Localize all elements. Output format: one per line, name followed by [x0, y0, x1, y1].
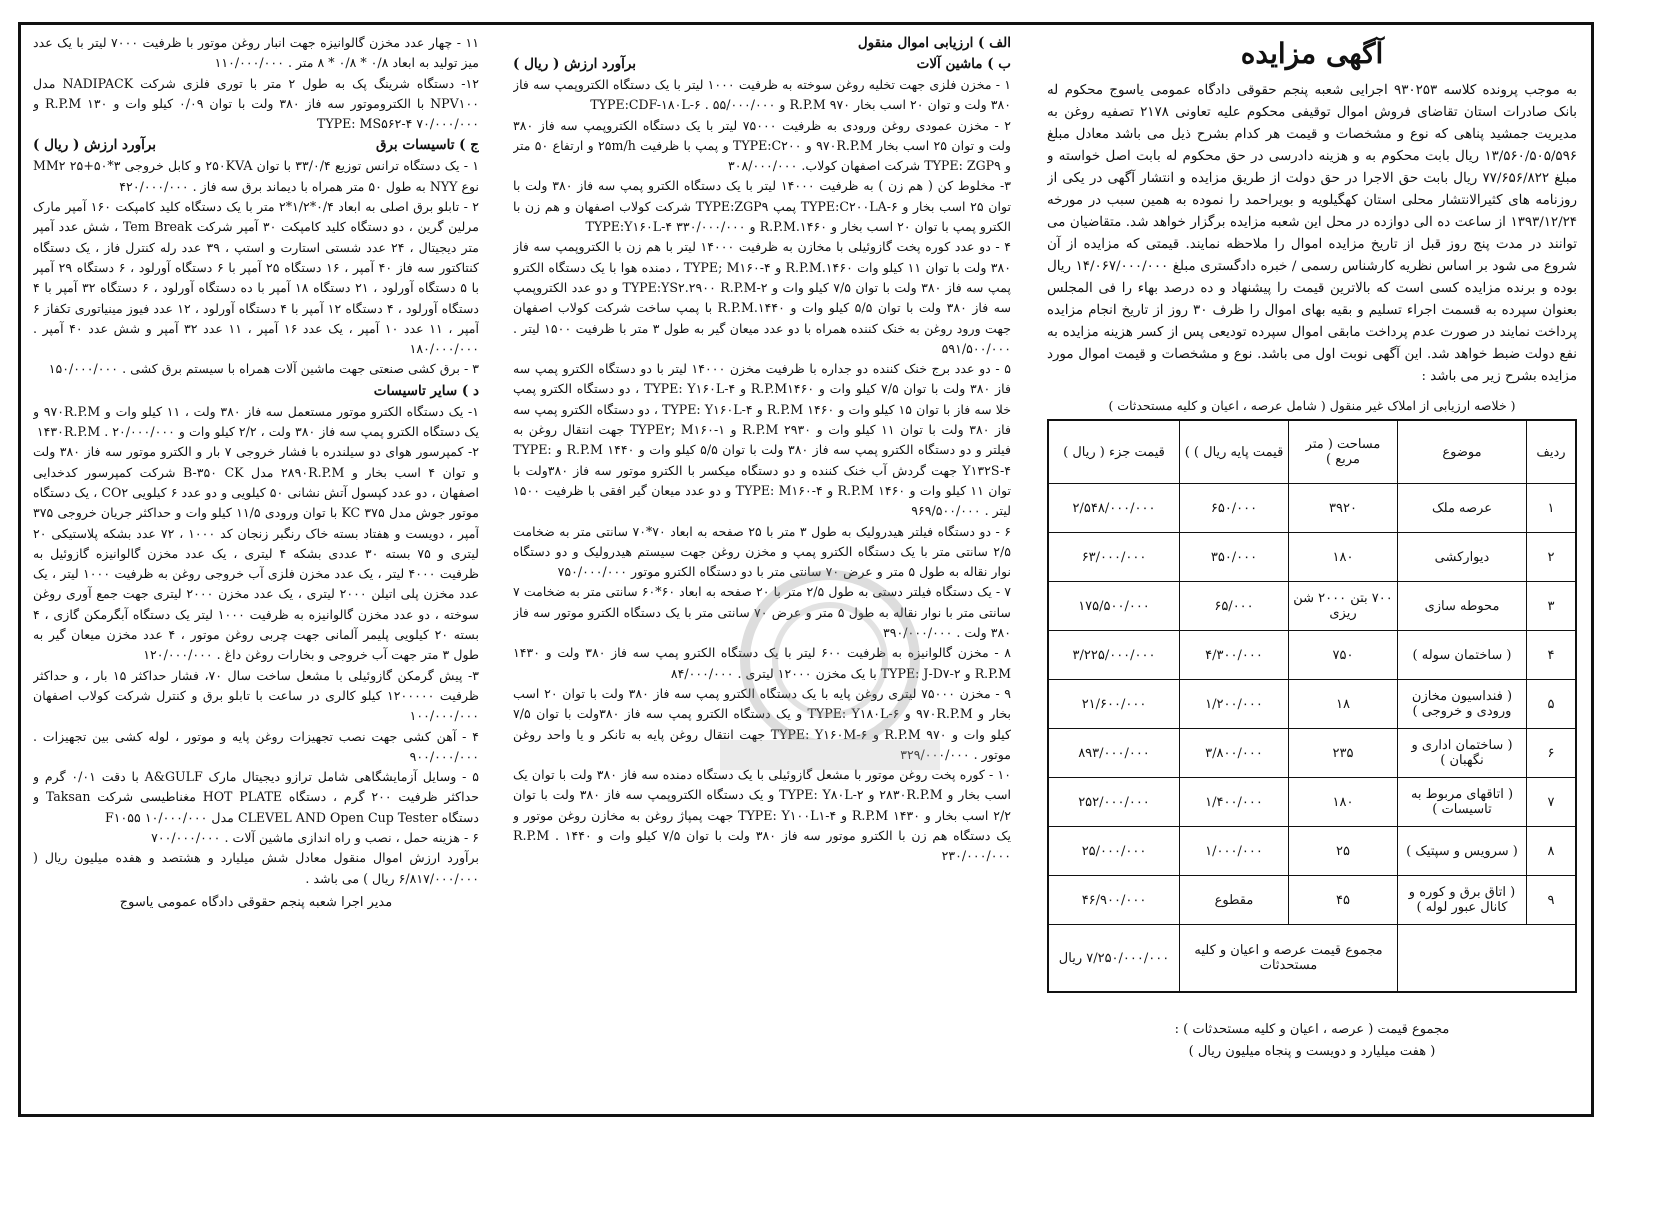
table-total-value: ۷/۲۵۰/۰۰۰/۰۰۰ ریال — [1048, 925, 1180, 993]
row-number-cell: ۲ — [1527, 533, 1577, 582]
subject-cell: ( اتاق برق و کوره و کانال عبور لوله ) — [1398, 876, 1527, 925]
total-summary — [1047, 1019, 1577, 1063]
machinery-item: ۶ - دو دستگاه فیلتر هیدرولیک به طول ۳ متر با ۲۵ صفحه به ابعاد ۷۰*۷۰ سانتی متر به ضخامت ۲/۵ سانتی متر با یک دستگاه الکترو پمپ و مخزن روغن جهت سیستم هیدرولیک و دو دستگاه نوار نقاله به طول ۵ متر و عرض ۷۰ سانتی متر با دو دستگاه الکترو موتور ۷۵۰/۰۰۰/۰۰۰ — [513, 523, 1011, 580]
row-number-cell: ۴ — [1527, 631, 1577, 680]
section-machinery-heading — [513, 54, 1011, 75]
col-header-subject: موضوع — [1398, 420, 1527, 484]
total-line-1: مجموع قیمت ( عرصه ، اعیان و کلیه مستحدثات ) : — [1174, 1022, 1450, 1037]
other-installation-item: ۱- یک دستگاه الکترو موتور مستعمل سه فاز ۳۸۰ ولت ، ۱۱ کیلو وات و ۹۷۰R.P.M و یک دستگاه الکترو پمپ سه فاز ۳۸۰ ولت ، ۲/۲ کیلو وات و ۱۴۳۰R.P.M . ۲۰/۰۰۰/۰۰۰ — [33, 403, 479, 440]
base-price-cell: ۱/۲۰۰/۰۰۰ — [1180, 680, 1289, 729]
item-price-cell: ۲۵/۰۰۰/۰۰۰ — [1048, 827, 1180, 876]
notice-intro: به موجب پرونده کلاسه ۹۳۰۲۵۳ اجرایی شعبه پنجم حقوقی دادگاه عمومی یاسوج محکوم له بانک صادرات استان تقاضای فروش اموال توقیفی محکوم علیه تعاونی ۲۱۷۸ تصفیه روغن به مدیریت جمشید پناهی که نوع و مشخصات و قیمت هر کدام بشرح ذیل می باشد معادل مبلغ ۱۳/۵۶۰/۵۰۵/۵۹۶ ریال بابت محکوم به و هزینه دادرسی در حق محکوم له بابت اصل خواسته و مبلغ ۷۷/۶۵۶/۸۲۲ ریال بابت حق الاجرا در حق دولت از طریق مزایده و انتشار آگهی در یکی از روزنامه های کثیرالانتشار محلی استان کهگیلویه و بویراحمد را نموده به همین سبب در مورخه ۱۳۹۳/۱۲/۲۴ از ساعت ده الی دوازده در محل این شعبه مزایده برگزار خواهد شد. متقاضیان می توانند در مدت پنج روز قبل از تاریخ مزایده اموال را ملاحظه نمایند. قیمتی که مزایده از آن شروع می شود بر اساس نظریه کارشناس رسمی / خبره دادگستری مبلغ ۱۴/۰۶۷/۰۰۰/۰۰۰ ریال بوده و برنده مزایده کسی است که بالاترین قیمت را پیشنهاد و ده درصد بهاء را فی المجلس بعنوان سپرده به قسمت اجراء تسلیم و بقیه بهای اموال را ظرف ۳۰ روز از تاریخ انجام مزایده پرداخت نمایند در صورت عدم پرداخت مابقی اموال سپرده تودیعی پس از کسر هزینه مزایده به نفع دولت ضبط خواهد شد. این آگهی نوبت اول می باشد. نوع و مشخصات و قیمت اموال مورد مزایده بشرح زیر می باشد : — [1047, 83, 1577, 384]
other-installation-item: ۲- کمپرسور هوای دو سیلندره با فشار خروجی ۷ بار و الکترو موتور سه فاز ۳۸۰ ولت و توان ۴ اسب بخار و ۲۸۹۰R.P.M مدل B-۳۵۰ CK شرکت کمپرسور کدخدایی اصفهان ، دو عدد کپسول آتش نشانی ۵۰ کیلویی و دو عدد ۶ کیلویی CO۲ ، یک دستگاه موتور جوش مدل ۳۷۵ KC با توان ورودی ۱۱/۵ کیلو وات و حداکثر جریان خروجی ۳۷۵ آمپر ، دویست و هفتاد بسته خاک رنگبر زنجان کد ۱۰۰۰ ، ۷۲ عدد بشکه پلاستیکی ۲۰ لیتری و ۷۵ بسته ۳۰ عددی بشکه ۴ لیتری ، یک عدد مخزن گالوانیزه گازوئیل به ظرفیت ۴۰۰۰ لیتر ، یک عدد مخزن فلزی آب خروجی روغن به ظرفیت ۱۰۰۰ لیتر ، یک عدد مخزن پلی اتیلن ۲۰۰۰ لیتری ، یک عدد مخزن ۲۰۰۰ لیتری جهت جمع آوری روغن سوخته ، دو عدد مخزن گالوانیزه به ظرفیت ۱۰۰۰ لیتر یک دستگاه آبگرمکن گازی ، ۴ بسته ۲۰ کیلویی پلیمر آلمانی جهت چربی روغن موتور ، ۴ عدد مخزن میعان گیر به طول ۳ متر جهت آب خروجی و بخارات روغن داغ . ۱۲۰/۰۰۰/۰۰۰ — [33, 444, 479, 663]
other-installations-list — [33, 402, 479, 889]
area-cell: ۴۵ — [1289, 876, 1398, 925]
signature-line: مدیر اجرا شعبه پنجم حقوقی دادگاه عمومی یاسوج — [119, 894, 393, 910]
property-table — [1047, 419, 1577, 993]
other-installation-item: برآورد ارزش اموال منقول معادل شش میلیارد و هشتصد و هفده میلیون ریال ( ۶/۸۱۷/۰۰۰/۰۰۰ ریال ) می باشد . — [33, 850, 479, 886]
subject-cell: ( اتاقهای مربوط به تاسیسات ) — [1398, 778, 1527, 827]
base-price-cell: ۳/۸۰۰/۰۰۰ — [1180, 729, 1289, 778]
subject-cell: ( ساختمان سوله ) — [1398, 631, 1527, 680]
item-price-cell: ۱۷۵/۵۰۰/۰۰۰ — [1048, 582, 1180, 631]
notice-column-right — [1047, 33, 1577, 1106]
subject-cell: محوطه سازی — [1398, 582, 1527, 631]
machinery-list — [513, 75, 1011, 867]
base-price-cell: ۱/۰۰۰/۰۰۰ — [1180, 827, 1289, 876]
area-cell: ۲۳۵ — [1289, 729, 1398, 778]
area-cell: ۱۸۰ — [1289, 533, 1398, 582]
row-number-cell: ۹ — [1527, 876, 1577, 925]
table-row — [1048, 729, 1576, 778]
machinery-item: ۱۰ - کوره پخت روغن موتور با مشعل گازوئیلی با یک دستگاه دمنده سه فاز ۳۸۰ ولت با توان یک اسب بخار و ۲۸۳۰R.P.M و TYPE: Y۸۰L-۲ و یک دستگاه الکتروپمپ سه فاز ۳۸۰ ولت با توان ۲/۲ اسب بخار و ۱۴۳۰ R.P.M و TYPE: Y۱۰۰L۱-۴ جهت پمپاژ روغن به مخازن روغن موتور و یک دستگاه هم زن با الکترو موتور سه فاز ۳۸۰ ولت با توان ۷/۵ کیلو وات و ۱۴۴۰ R.P.M . ۲۳۰/۰۰۰/۰۰۰ — [513, 767, 1011, 864]
section-electrical-heading — [33, 134, 479, 156]
electrical-value-heading: برآورد ارزش ( ریال ) — [33, 137, 157, 154]
machinery-item: ۹ - مخزن ۷۵۰۰۰ لیتری روغن پایه با یک دستگاه الکترو پمپ سه فاز ۳۸۰ ولت با توان ۲۰ اسب بخار و ۹۷۰R.P.M و TYPE: Y۱۸۰L-۶ و یک دستگاه الکترو پمپ سه فاز ۳۸۰ولت با توان ۷/۵ کیلو وات و ۹۷۰ R.P.M و TYPE: Y۱۶۰M-۶ جهت انتقال روغن پایه به تانکر و یا واحد روغن موتور . ۳۲۹/۰۰۰/۰۰۰ — [513, 685, 1011, 762]
notice-title: آگهی مزایده — [1240, 37, 1384, 70]
other-installation-item: ۴ - آهن کشی جهت نصب تجهیزات روغن پایه و موتور ، لوله کشی بین تجهیزات . ۹۰۰/۰۰۰/۰۰۰ — [33, 728, 479, 764]
area-cell: ۱۸ — [1289, 680, 1398, 729]
row-number-cell: ۱ — [1527, 484, 1577, 533]
table-row — [1048, 631, 1576, 680]
subject-cell: ( ساختمان اداری و نگهبان ) — [1398, 729, 1527, 778]
notice-frame — [18, 22, 1594, 1117]
machinery-item: ۱ - مخزن فلزی جهت تخلیه روغن سوخته به ظرفیت ۱۰۰۰ لیتر با یک دستگاه الکتروپمپ سه فاز ۳۸۰ ولت و توان ۲۰ اسب بخار R.P.M ۹۷۰ و TYPE:CDF-۱۸۰L-۶ . ۵۵/۰۰۰/۰۰۰ — [513, 77, 1011, 113]
subject-cell: عرصه ملک — [1398, 484, 1527, 533]
base-price-cell: مقطوع — [1180, 876, 1289, 925]
item-price-cell: ۲۱/۶۰۰/۰۰۰ — [1048, 680, 1180, 729]
machinery-item: ۱۲- دستگاه شرینگ پک به طول ۲ متر با توری فلزی شرکت NADIPACK مدل NPV۱۰۰ با الکتروموتور سه فاز ۳۸۰ ولت با توان ۰/۰۹ کیلو وات و ۱۳۰ R.P.M و TYPE: MS۵۶۲-۴ ۷۰/۰۰۰/۰۰۰ — [33, 75, 479, 132]
row-number-cell: ۷ — [1527, 778, 1577, 827]
table-caption: ( خلاصه ارزیابی از املاک غیر منقول ( شامل عرصه ، اعیان و کلیه مستحدثات ) — [1108, 398, 1516, 413]
item-price-cell: ۲/۵۴۸/۰۰۰/۰۰۰ — [1048, 484, 1180, 533]
table-total-label: مجموع قیمت عرصه و اعیان و کلیه مستحدثات — [1180, 925, 1398, 993]
machinery-item: ۴ - دو عدد کوره پخت گازوئیلی با مخازن به ظرفیت ۱۴۰۰۰ لیتر با هم زن با الکتروپمپ سه فاز ۳۸۰ ولت با توان ۱۱ کیلو وات R.P.M.۱۴۶۰ و TYPE; M۱۶۰-۴ ، دمنده هوا با یک دستگاه الکترو پمپ سه فاز ۳۸۰ ولت با توان ۷/۵ کیلو وات و TYPE:YS۲.۲۹۰۰ R.P.M-۲ و دو عدد الکتروپمپ سه فاز ۳۸۰ ولت با توان ۵/۵ کیلو وات و R.P.M.۱۴۴۰ با پمپ ساخت شرکت کولاب اصفهان جهت ورود روغن به خنک کننده همراه با دو عدد میعان گیر به طول ۳ متر با ظرفیت ۱۵۰۰ لیتر . ۵۹۱/۵۰۰/۰۰۰ — [513, 239, 1011, 356]
table-row — [1048, 680, 1576, 729]
notice-column-left — [33, 33, 479, 1106]
base-price-cell: ۶۵۰/۰۰۰ — [1180, 484, 1289, 533]
row-number-cell: ۵ — [1527, 680, 1577, 729]
machinery-item: ۷ - یک دستگاه فیلتر دستی به طول ۲/۵ متر با ۲۰ صفحه به ابعاد ۶۰*۶۰ سانتی متر به ضخامت ۷ سانتی متر با نوار نقاله به طول ۵ متر و عرض ۷۰ سانتی متر با یک دستگاه الکترو موتور سه فاز ۳۸۰ ولت . ۳۹۰/۰۰۰/۰۰۰ — [513, 584, 1011, 641]
section-movable-heading: الف ) ارزیابی اموال منقول — [857, 35, 1011, 51]
area-cell: ۳۹۲۰ — [1289, 484, 1398, 533]
machinery-heading-label: ب ) ماشین آلات — [916, 56, 1011, 72]
col-header-base-price: قیمت پایه ریال ) ) — [1180, 420, 1289, 484]
area-cell: ۲۵ — [1289, 827, 1398, 876]
section-other-heading: د ) سایر تاسیسات — [373, 382, 479, 399]
table-total-row — [1048, 925, 1576, 993]
area-cell: ۷۰۰ بتن ۲۰۰۰ شن ریزی — [1289, 582, 1398, 631]
subject-cell: ( سرویس و سپتیک ) — [1398, 827, 1527, 876]
electrical-heading-label: ج ) تاسیسات برق — [375, 137, 479, 154]
table-row — [1048, 484, 1576, 533]
row-number-cell: ۸ — [1527, 827, 1577, 876]
electrical-item: ۱ - یک دستگاه ترانس توزیع ۳۳/۰/۴ با توان ۲۵۰KVA و کابل خروجی ۳*۵۰+۲۵ MM۲ نوع NYY به طول ۵۰ متر همراه با دیماند برق سه فاز . ۴۲۰/۰۰۰/۰۰۰ — [33, 158, 479, 194]
area-cell: ۱۸۰ — [1289, 778, 1398, 827]
electrical-item: ۲ - تابلو برق اصلی به ابعاد ۰/۴*۱/۲*۲ متر با یک دستگاه کلید کامپکت ۱۶۰ آمپر مارک مرلین گرین ، دو دستگاه کلید کامپکت ۳۰ آمپر شرکت Tem Break ، شش عدد آمپر متر دیجیتال ، ۲۴ عدد شستی استارت و استپ ، ۳۹ عدد رله کنترل فاز ، یک دستگاه کنتاکتور سه فاز ۴۰ آمپر ، ۱۶ دستگاه ۲۵ آمپر با ۶ دستگاه آورلود ، ۶ دستگاه ۲۹ آمپر با ۵ دستگاه آورلود ، ۲۱ دستگاه ۱۸ آمپر با ده دستگاه آورلود ، ۶ دستگاه ۳۲ آمپر با ۴ دستگاه آورلود ، ۴ دستگاه ۱۲ آمپر با ۴ دستگاه آورلود ، ۱۲ عدد فیوز مینیاتوری تکفاز ۶ آمپر ، ۱۱ عدد ۱۰ آمپر ، یک عدد ۱۶ آمپر ، ۱۱ عدد ۳۲ آمپر و شش عدد ۴۰ آمپر . ۱۸۰/۰۰۰/۰۰۰ — [33, 199, 479, 357]
table-row — [1048, 827, 1576, 876]
other-installation-item: ۶ - هزینه حمل ، نصب و راه اندازی ماشین آلات . ۷۰۰/۰۰۰/۰۰۰ — [151, 829, 479, 845]
subject-cell: دیوارکشی — [1398, 533, 1527, 582]
base-price-cell: ۳۵۰/۰۰۰ — [1180, 533, 1289, 582]
base-price-cell: ۱/۴۰۰/۰۰۰ — [1180, 778, 1289, 827]
total-line-2: ( هفت میلیارد و دویست و پنجاه میلیون ریال ) — [1188, 1044, 1436, 1059]
base-price-cell: ۴/۳۰۰/۰۰۰ — [1180, 631, 1289, 680]
col-header-area: مساحت ( متر مربع ) — [1289, 420, 1398, 484]
col-header-item-price: قیمت جزء ( ریال ) — [1048, 420, 1180, 484]
table-row — [1048, 582, 1576, 631]
table-header-row — [1048, 420, 1576, 484]
notice-column-middle — [513, 33, 1011, 1106]
machinery-item: ۸ - مخزن گالوانیزه به ظرفیت ۶۰۰ لیتر با یک دستگاه الکترو پمپ سه فاز ۳۸۰ ولت و ۱۴۳۰ R.P.M و TYPE: J-D۷-۲ با یک مخزن ۱۲۰۰۰ لیتری . ۸۴/۰۰۰/۰۰۰ — [513, 645, 1011, 681]
table-row — [1048, 533, 1576, 582]
item-price-cell: ۶۳/۰۰۰/۰۰۰ — [1048, 533, 1180, 582]
item-price-cell: ۴۶/۹۰۰/۰۰۰ — [1048, 876, 1180, 925]
col-header-row-number: ردیف — [1527, 420, 1577, 484]
machinery-item: ۲ - مخزن عمودی روغن ورودی به ظرفیت ۷۵۰۰۰ لیتر با یک دستگاه الکتروپمپ سه فاز ۳۸۰ ولت و توان ۲۵ اسب بخار ۹۷۰R.P.M و TYPE:C۲۰۰ و پمپ با ظرفیت ۲۵m/h و ارتفاع ۵۰ متر و TYPE: ZGP۹ شرکت اصفهان کولاب. ۳۰۸/۰۰۰/۰۰۰ — [513, 117, 1011, 174]
table-row — [1048, 778, 1576, 827]
table-row — [1048, 876, 1576, 925]
item-price-cell: ۲۵۲/۰۰۰/۰۰۰ — [1048, 778, 1180, 827]
electrical-item: ۳ - برق کشی صنعتی جهت ماشین آلات همراه با سیستم برق کشی . ۱۵۰/۰۰۰/۰۰۰ — [48, 361, 479, 377]
row-number-cell: ۶ — [1527, 729, 1577, 778]
electrical-list — [33, 156, 479, 379]
machinery-list-continued — [33, 33, 479, 134]
other-installation-item: ۳- پیش گرمکن گازوئیلی با مشعل ساخت سال ۷۰، فشار حداکثر ۱۵ بار ، و حداکثر ظرفیت ۱۲۰۰۰۰۰ کیلو کالری در ساعت با تابلو برق و کنترل شرکت کولاب اصفهان ۱۰۰/۰۰۰/۰۰۰ — [33, 667, 479, 724]
subject-cell: ( فنداسیون مخازن ورودی و خروجی ) — [1398, 680, 1527, 729]
item-price-cell: ۸۹۳/۰۰۰/۰۰۰ — [1048, 729, 1180, 778]
machinery-value-heading: برآورد ارزش ( ریال ) — [513, 56, 637, 72]
machinery-item: ۵ - دو عدد برج خنک کننده دو جداره با ظرفیت مخزن ۱۴۰۰۰ لیتر با دو دستگاه الکترو پمپ سه فاز ۳۸۰ ولت با توان ۷/۵ کیلو وات و R.P.M۱۴۶۰ و TYPE: Y۱۶۰L-۴ ، دو دستگاه الکترو پمپ خلا سه فاز با توان ۱۵ کیلو وات و ۱۴۶۰ R.P.M و TYPE: Y۱۶۰L-۴ ، دو دستگاه الکترو پمپ سه فاز ۳۸۰ ولت با توان ۱۱ کیلو وات و ۲۹۳۰ R.P.M و TYPE۲; M۱۶۰-۱ جهت انتقال روغن به فیلتر و دو دستگاه الکترو پمپ سه فاز ۳۸۰ ولت با توان ۵/۵ کیلو وات و ۱۴۴۰ R.P.M و TYPE: Y۱۳۲S-۴ جهت گردش آب خنک کننده و دو دستگاه میکسر با الکترو موتور سه فاز ۳۸۰ولت با توان ۱۱ کیلو وات و ۱۴۶۰ R.P.M و TYPE: M۱۶۰-۴ و دو عدد میعان گیر افقی با ظرفیت ۱۵۰۰ لیتر . ۹۶۹/۵۰۰/۰۰۰ — [513, 361, 1011, 519]
row-number-cell: ۳ — [1527, 582, 1577, 631]
machinery-item: ۱۱ - چهار عدد مخزن گالوانیزه جهت انبار روغن موتور با ظرفیت ۷۰۰۰ لیتر با یک عدد میز تولید به ابعاد ۰/۸ * ۰/۸ * ۸ متر . ۱۱۰/۰۰۰/۰۰۰ — [33, 35, 479, 71]
area-cell: ۷۵۰ — [1289, 631, 1398, 680]
machinery-item: ۳- مخلوط کن ( هم زن ) به ظرفیت ۱۴۰۰۰ لیتر با یک دستگاه الکترو پمپ سه فاز ۳۸۰ ولت با توان ۲۵ اسب بخار و TYPE:C۲۰۰LA-۶ پمپ TYPE:ZGP۹ شرکت کولاب اصفهان و هم زن با الکترو پمپ با توان ۲۰ اسب بخار و R.P.M.۱۴۶۰ و TYPE:Y۱۶۰L-۴ ۳۳۰/۰۰۰/۰۰۰ — [513, 178, 1011, 235]
base-price-cell: ۶۵/۰۰۰ — [1180, 582, 1289, 631]
other-installation-item: ۵ - وسایل آزمایشگاهی شامل ترازو دیجیتال مارک A&GULF با دقت ۰/۰۱ گرم و حداکثر ظرفیت ۲۰۰ گرم ، دستگاه HOT PLATE مغناطیسی شرکت Taksan و دستگاه CLEVEL AND Open Cup Tester مدل F۱۰۵۵ ۱۰/۰۰۰/۰۰۰ — [33, 769, 479, 825]
item-price-cell: ۳/۲۲۵/۰۰۰/۰۰۰ — [1048, 631, 1180, 680]
